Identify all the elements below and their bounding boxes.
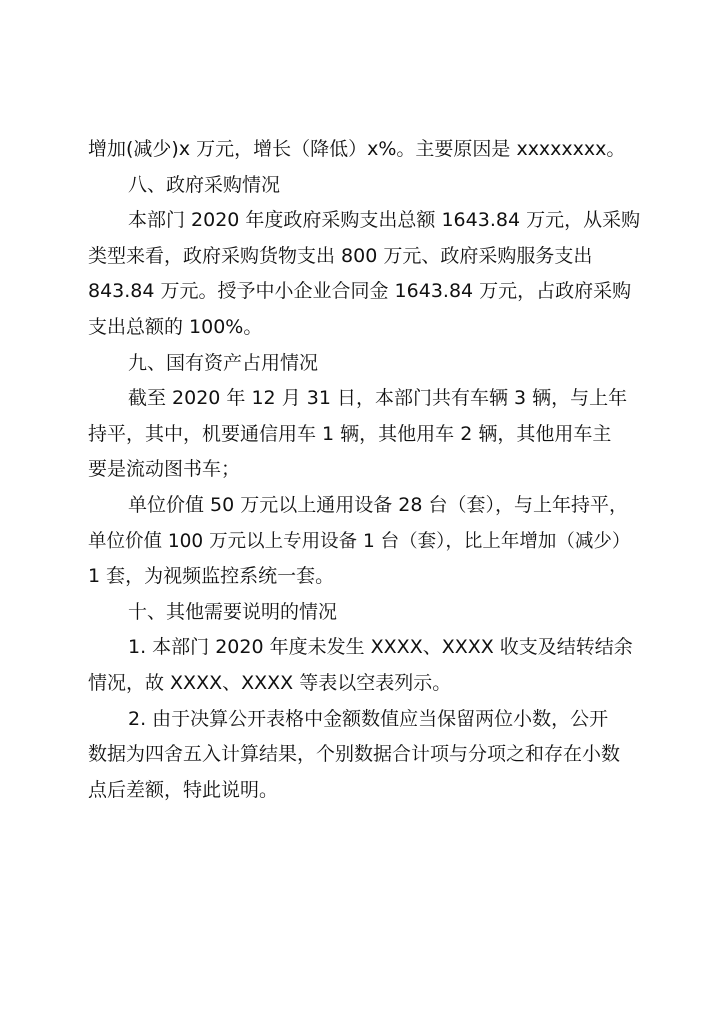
paragraph-line: 截至 2020 年 12 月 31 日，本部门共有车辆 3 辆，与上年 [128, 387, 628, 410]
paragraph-line-continuation: 增加(减少)x 万元，增长（降低）x%。主要原因是 xxxxxxxx。 [88, 138, 626, 160]
paragraph-line: 支出总额的 100%。 [88, 315, 263, 338]
paragraph-line: 2. 由于决算公开表格中金额数值应当保留两位小数，公开 [128, 707, 609, 730]
paragraph-line: 要是流动图书车； [88, 458, 241, 481]
section-heading-assets: 九、国有资产占用情况 [128, 351, 319, 374]
section-heading-procurement: 八、政府采购情况 [128, 173, 281, 196]
paragraph-line: 持平，其中，机要通信用车 1 辆，其他用车 2 辆，其他用车主 [88, 422, 612, 445]
paragraph-line: 情况，故 XXXX、XXXX 等表以空表列示。 [88, 671, 452, 694]
paragraph-line: 1. 本部门 2020 年度未发生 XXXX、XXXX 收支及结转结余 [128, 636, 633, 659]
paragraph-line: 数据为四舍五入计算结果，个别数据合计项与分项之和存在小数 [88, 743, 621, 766]
paragraph-line: 单位价值 50 万元以上通用设备 28 台（套），与上年持平， [128, 493, 629, 516]
document-page [88, 132, 644, 808]
paragraph-line: 单位价值 100 万元以上专用设备 1 台（套），比上年增加（减少） [88, 530, 631, 552]
paragraph-line: 1 套，为视频监控系统一套。 [88, 565, 335, 588]
paragraph-line: 点后差额，特此说明。 [88, 778, 279, 801]
section-heading-other: 十、其他需要说明的情况 [128, 600, 338, 623]
paragraph-line: 843.84 万元。授予中小企业合同金 1643.84 万元，占政府采购 [88, 280, 632, 303]
paragraph-line: 本部门 2020 年度政府采购支出总额 1643.84 万元，从采购 [128, 209, 641, 232]
paragraph-line: 类型来看，政府采购货物支出 800 万元、政府采购服务支出 [88, 244, 593, 267]
